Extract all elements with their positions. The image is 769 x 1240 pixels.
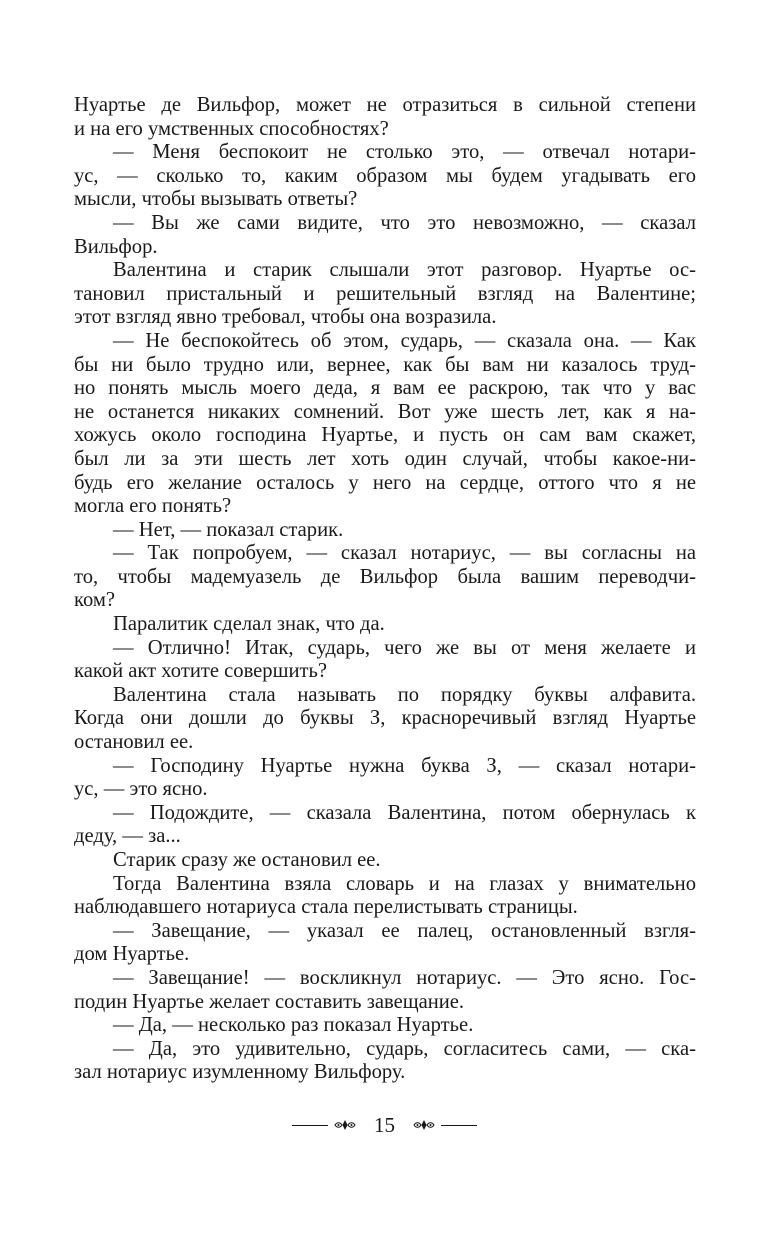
body-text <box>74 94 696 1085</box>
text-line: деду, — за... <box>74 825 181 848</box>
text-line: какой акт хотите совершить? <box>74 660 328 683</box>
text-line: зал нотариус изумленному Вильфору. <box>74 1061 406 1084</box>
text-line: хожусь около господина Нуартье, и пусть он сам вам скажет, <box>74 424 696 447</box>
footer-rule-left <box>292 1125 328 1126</box>
text-line: дом Нуартье. <box>74 943 190 966</box>
text-line: этот взгляд явно требовал, чтобы она возразила. <box>74 306 497 329</box>
text-line: наблюдавшего нотариуса стала перелистывать страницы. <box>74 896 578 919</box>
text-line: был ли за эти шесть лет хоть один случай, чтобы какое-ни- <box>74 447 696 470</box>
text-line: — Завещание! — воскликнул нотариус. — Это ясно. Гос- <box>113 966 696 989</box>
text-line: Валентина и старик слышали этот разговор. Нуартье ос- <box>113 259 696 282</box>
fleuron-right-icon <box>413 1119 435 1131</box>
text-line: — Так попробуем, — сказал нотариус, — вы согласны на <box>113 542 696 565</box>
text-line: — Нет, — показал старик. <box>113 518 344 541</box>
text-line: мысли, чтобы вызывать ответы? <box>74 188 358 211</box>
text-line: могла его понять? <box>74 495 232 518</box>
text-line: Тогда Валентина взяла словарь и на глазах у внимательно <box>113 872 696 895</box>
text-line: ус, — сколько то, каким образом мы будем угадывать его <box>74 164 696 187</box>
text-line: ком? <box>74 589 116 612</box>
text-line: Паралитик сделал знак, что да. <box>113 613 385 636</box>
page-number: 15 <box>374 1112 395 1137</box>
text-line: и на его умственных способностях? <box>74 117 389 140</box>
text-line: — Вы же сами видите, что это невозможно, — сказал <box>113 211 696 234</box>
text-line: Валентина стала называть по порядку буквы алфавита. <box>113 683 696 706</box>
text-line: но понять мысль моего деда, я вам ее раскрою, так что у вас <box>74 377 696 400</box>
text-line: подин Нуартье желает составить завещание. <box>74 990 465 1013</box>
text-line: Старик сразу же остановил ее. <box>113 849 381 871</box>
fleuron-left-icon <box>334 1119 356 1131</box>
footer-rule-right <box>441 1125 477 1126</box>
text-line: ус, — это ясно. <box>74 778 208 801</box>
page-footer <box>0 1111 769 1139</box>
text-line: — Меня беспокоит не столько это, — отвечал нотари- <box>113 141 696 164</box>
text-line: — Да, — несколько раз показал Нуартье. <box>113 1014 474 1037</box>
text-line: — Завещание, — указал ее палец, остановленный взгля- <box>113 919 696 942</box>
text-line: Вильфор. <box>74 235 158 258</box>
text-line: — Отлично! Итак, сударь, чего же вы от меня желаете и <box>113 636 696 659</box>
text-line: остановил ее. <box>74 731 194 754</box>
text-line: не останется никаких сомнений. Вот уже шесть лет, как я на- <box>74 400 696 423</box>
text-line: Когда они дошли до буквы З, красноречивый взгляд Нуартье <box>74 707 696 730</box>
text-line: — Не беспокойтесь об этом, сударь, — сказала она. — Как <box>113 329 696 352</box>
text-line: — Да, это удивительно, сударь, согласитесь сами, — ска- <box>113 1037 696 1060</box>
text-line: то, чтобы мадемуазель де Вильфор была вашим переводчи- <box>74 565 696 588</box>
text-line: будь его желание осталось у него на сердце, оттого что я не <box>74 471 696 494</box>
text-line: — Подождите, — сказала Валентина, потом обернулась к <box>113 801 696 824</box>
text-line: Нуартье де Вильфор, может не отразиться в сильной степени <box>74 94 696 116</box>
text-line: — Господину Нуартье нужна буква З, — сказал нотари- <box>113 754 696 777</box>
text-line: бы ни было трудно или, вернее, как бы вам ни казалось труд- <box>74 353 696 376</box>
text-line: тановил пристальный и решительный взгляд на Валентине; <box>74 282 696 305</box>
